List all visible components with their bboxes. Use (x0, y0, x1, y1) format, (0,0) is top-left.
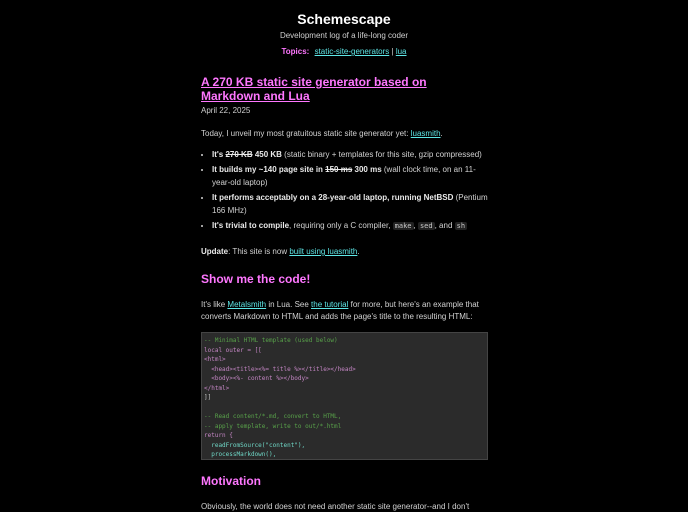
code-line: processMarkdown(), (204, 451, 277, 458)
code-sed: sed (419, 222, 433, 230)
list-item (212, 191, 488, 217)
built-using-luasmith-link[interactable]: built using luasmith (289, 247, 358, 256)
post-article (201, 75, 488, 512)
intro-paragraph (201, 128, 488, 140)
code-line: -- Read content/*.md, convert to HTML, (204, 413, 342, 420)
feature-netbsd-bold: It performs acceptably on a 28-year-old laptop, running NetBSD (212, 193, 454, 202)
code-block (201, 332, 488, 460)
update-label: Update (201, 247, 229, 256)
topic-link-static-site-generators[interactable]: static-site-generators (314, 47, 390, 56)
update-paragraph: Update: This site is now built using luasmith. (201, 247, 360, 256)
code-line: return { (204, 432, 233, 439)
intro-text: Today, I unveil my most gratuitous static site generator yet: (201, 129, 411, 138)
site-header (0, 0, 688, 57)
code-line: <html> (204, 356, 226, 363)
code-make: make (394, 222, 412, 230)
metalsmith-link[interactable]: Metalsmith (227, 300, 267, 309)
motivation-paragraph-1: Obviously, the world does not need another static site generator--and I don't (201, 502, 470, 511)
section-heading-motivation: Motivation (201, 474, 261, 488)
feature-size-detail: (static binary + templates for this site, gzip compressed) (281, 150, 482, 159)
code-line (204, 460, 485, 461)
code-line: </html> (204, 384, 230, 392)
tutorial-link[interactable]: the tutorial (311, 300, 349, 309)
topics-label: Topics: (281, 47, 310, 56)
feature-compile-bold: It's trivial to compile (212, 221, 290, 230)
list-item: • It's trivial to compile, requiring only a C compiler, make , sed , and sh (212, 219, 488, 233)
struck-value: 270 KB (225, 150, 253, 159)
feature-speed-detail: (wall clock time, on an 11-year-old laptop) (212, 165, 476, 187)
feature-speed-bold: It builds my ~140 page site in 150 ms 300 ms (212, 165, 382, 174)
section-heading-show-code: Show me the code! (201, 272, 311, 286)
feature-netbsd-detail: (Pentium 166 MHz) (212, 193, 488, 215)
show-code-paragraph: It's like Metalsmith in Lua. See the tutorial for more, but here's an example that converts Markdown to HTML and adds the page's title to the resulting HTML: (201, 300, 479, 321)
code-line: local outer = [[ (204, 346, 262, 354)
post-date: April 22, 2025 (201, 106, 251, 115)
feature-size-bold: It's 270 KB 450 KB (212, 150, 282, 159)
feature-list (201, 148, 488, 233)
code-line: -- apply template, write to out/*.html (204, 422, 342, 430)
site-subtitle: Development log of a life-long coder (279, 31, 409, 40)
code-line: ]] (204, 394, 212, 401)
code-line: <head><title><%= title %></title></head> (204, 365, 356, 373)
list-item (212, 148, 488, 161)
code-line: readFromSource("content"), (204, 441, 306, 449)
code-sh: sh (456, 222, 466, 230)
struck-value: 150 ms (325, 165, 353, 174)
post-title-link[interactable]: A 270 KB static site generator based on Markdown and Lua (201, 75, 427, 103)
luasmith-link[interactable]: luasmith (410, 129, 441, 138)
code-line: <body><%- content %></body> (204, 375, 309, 382)
topic-link-lua[interactable]: lua (395, 47, 407, 56)
topics-bar (0, 47, 688, 57)
topics-separator: | (389, 47, 396, 56)
code-line (204, 403, 485, 413)
post-title (201, 75, 488, 103)
intro-end: . (440, 129, 443, 138)
site-title[interactable]: Schemescape (297, 11, 391, 27)
code-line: -- Minimal HTML template (used below) (204, 337, 338, 344)
list-item (212, 163, 488, 189)
